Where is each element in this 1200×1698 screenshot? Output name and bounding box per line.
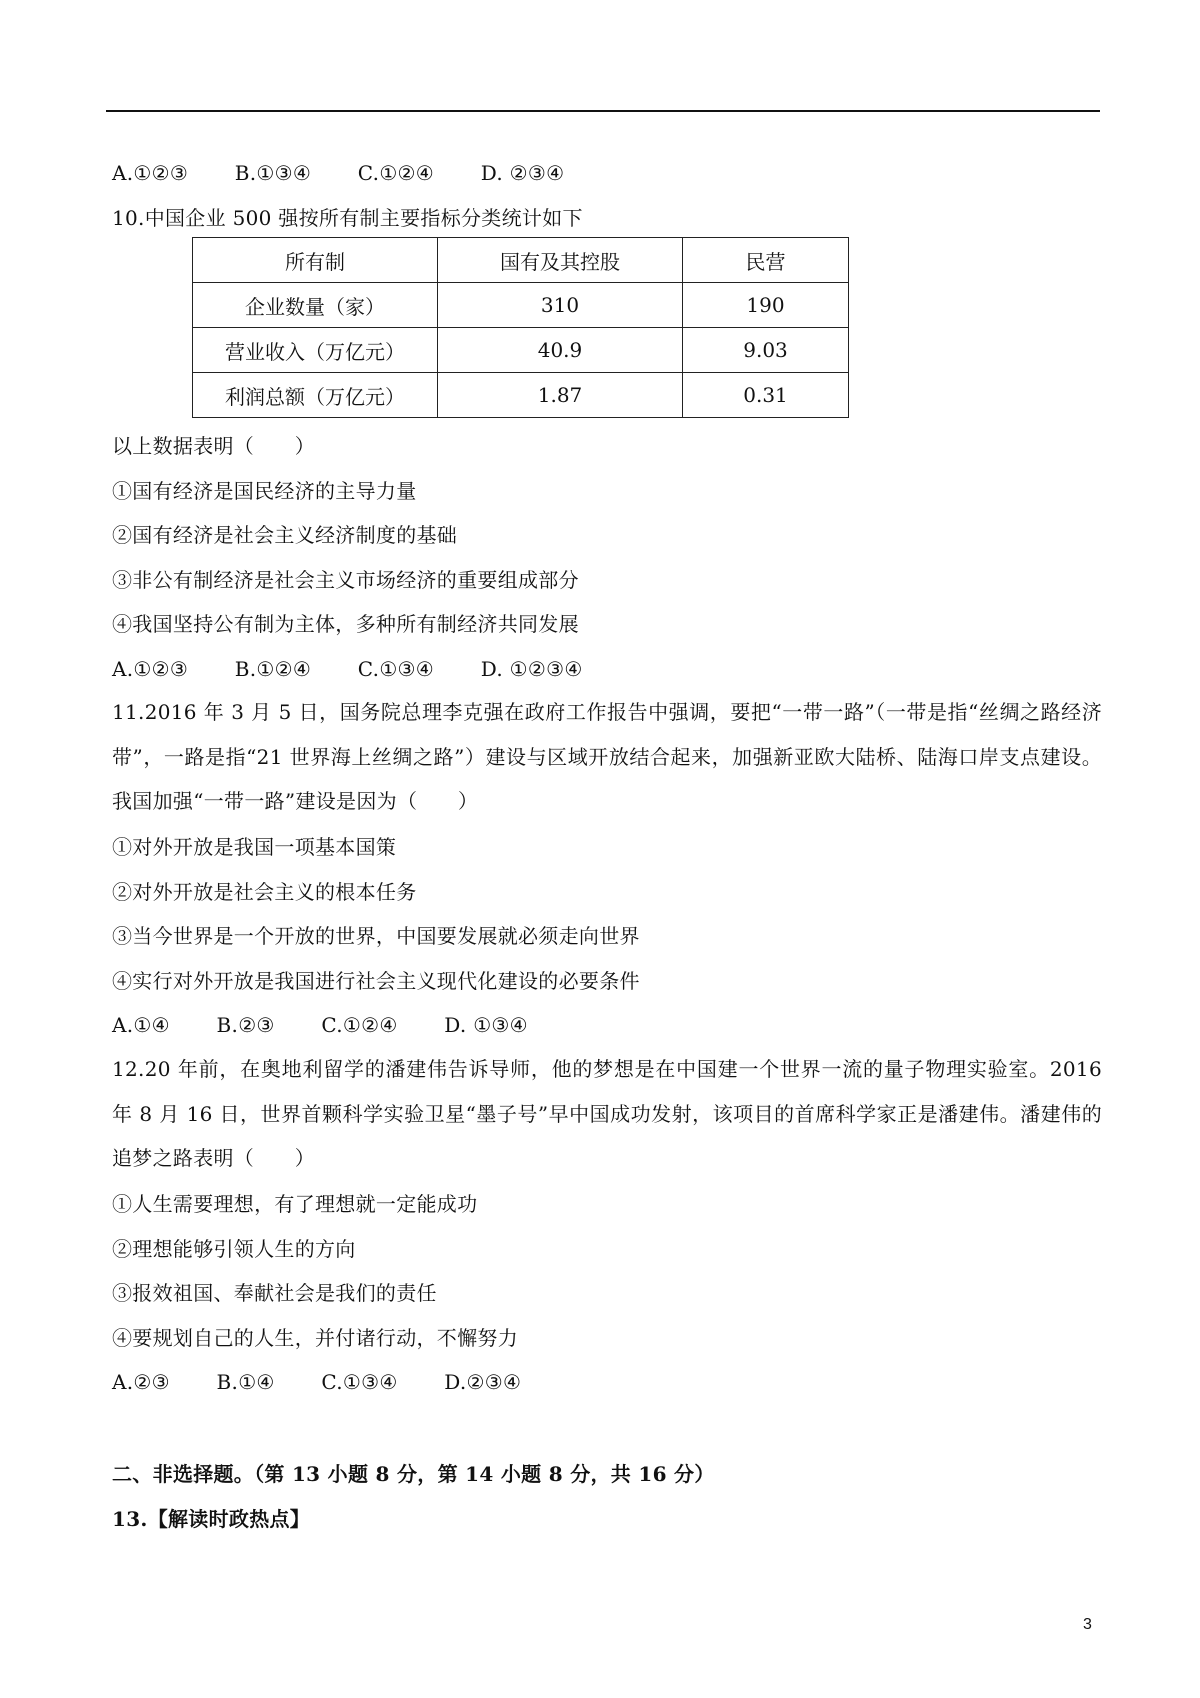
q11-option-d: D. ①③④ (444, 1013, 528, 1037)
table-cell: 40.9 (438, 328, 683, 373)
q11-statement-1: ①对外开放是我国一项基本国策 (112, 835, 397, 859)
table-cell: 企业数量（家） (193, 283, 438, 328)
table-cell: 310 (438, 283, 683, 328)
q10-statement-4: ④我国坚持公有制为主体，多种所有制经济共同发展 (112, 612, 579, 636)
q12-statement-1: ①人生需要理想，有了理想就一定能成功 (112, 1192, 478, 1216)
q9-option-a: A.①②③ (112, 161, 189, 185)
header-rule (106, 110, 1100, 112)
q10-statement-1: ①国有经济是国民经济的主导力量 (112, 479, 417, 503)
q12-stem: 12.20 年前，在奥地利留学的潘建伟告诉导师，他的梦想是在中国建一个世界一流的量子物理实验室。2016 年 8 月 16 日，世界首颗科学实验卫星“墨子号”早中国成功发射，该项目的首席科学家正是潘建伟。潘建伟的追梦之路表明（ ） (112, 1057, 1102, 1170)
q12-option-d: D.②③④ (444, 1370, 522, 1394)
q12-options (112, 1369, 521, 1395)
q13-heading: 13.【解读时政热点】 (112, 1507, 311, 1531)
table-header-cell: 民营 (683, 238, 849, 283)
q9-option-b: B.①③④ (234, 161, 312, 185)
q12-option-c: C.①③④ (321, 1370, 398, 1394)
q12-statement-3: ③报效祖国、奉献社会是我们的责任 (112, 1281, 437, 1305)
table-cell: 营业收入（万亿元） (193, 328, 438, 373)
q9-option-c: C.①②④ (357, 161, 435, 185)
page-number: 3 (1083, 1616, 1092, 1633)
table-header-row (193, 238, 849, 283)
q11-options (112, 1012, 528, 1038)
table-row (193, 283, 849, 328)
q9-options (112, 160, 564, 186)
q10-question: 以上数据表明（ ） (112, 434, 315, 458)
q10-option-c: C.①③④ (357, 657, 435, 681)
q12-option-b: B.①④ (216, 1370, 275, 1394)
q11-statement-3: ③当今世界是一个开放的世界，中国要发展就必须走向世界 (112, 924, 640, 948)
table-cell: 1.87 (438, 373, 683, 418)
q12-option-a: A.②③ (112, 1370, 170, 1394)
table-cell: 9.03 (683, 328, 849, 373)
section-heading: 二、非选择题。（第 13 小题 8 分，第 14 小题 8 分，共 16 分） (112, 1462, 715, 1486)
q11-option-c: C.①②④ (321, 1013, 398, 1037)
q10-option-b: B.①②④ (234, 657, 312, 681)
q10-option-d: D. ①②③④ (480, 657, 583, 681)
q11-statement-4: ④实行对外开放是我国进行社会主义现代化建设的必要条件 (112, 969, 640, 993)
table-row (193, 373, 849, 418)
q9-option-d: D. ②③④ (480, 161, 565, 185)
q10-options (112, 656, 583, 682)
q11-statement-2: ②对外开放是社会主义的根本任务 (112, 880, 417, 904)
table-cell: 190 (683, 283, 849, 328)
q11-stem: 11.2016 年 3 月 5 日，国务院总理李克强在政府工作报告中强调，要把“一带一路”（一带是指“丝绸之路经济带”，一路是指“21 世界海上丝绸之路”）建设与区域开放结合起来，加强新亚欧大陆桥、陆海口岸支点建设。我国加强“一带一路”建设是因为（ ） (112, 700, 1102, 813)
q11-option-a: A.①④ (112, 1013, 170, 1037)
q10-option-a: A.①②③ (112, 657, 189, 681)
table-cell: 0.31 (683, 373, 849, 418)
q10-statement-2: ②国有经济是社会主义经济制度的基础 (112, 523, 458, 547)
q10-stem: 10.中国企业 500 强按所有制主要指标分类统计如下 (112, 206, 583, 230)
ownership-table (192, 237, 849, 418)
table-row (193, 328, 849, 373)
table-header-cell: 所有制 (193, 238, 438, 283)
q11-option-b: B.②③ (216, 1013, 275, 1037)
table-header-cell: 国有及其控股 (438, 238, 683, 283)
q10-statement-3: ③非公有制经济是社会主义市场经济的重要组成部分 (112, 568, 579, 592)
q12-statement-4: ④要规划自己的人生，并付诸行动，不懈努力 (112, 1326, 518, 1350)
q12-statement-2: ②理想能够引领人生的方向 (112, 1237, 356, 1261)
table-cell: 利润总额（万亿元） (193, 373, 438, 418)
